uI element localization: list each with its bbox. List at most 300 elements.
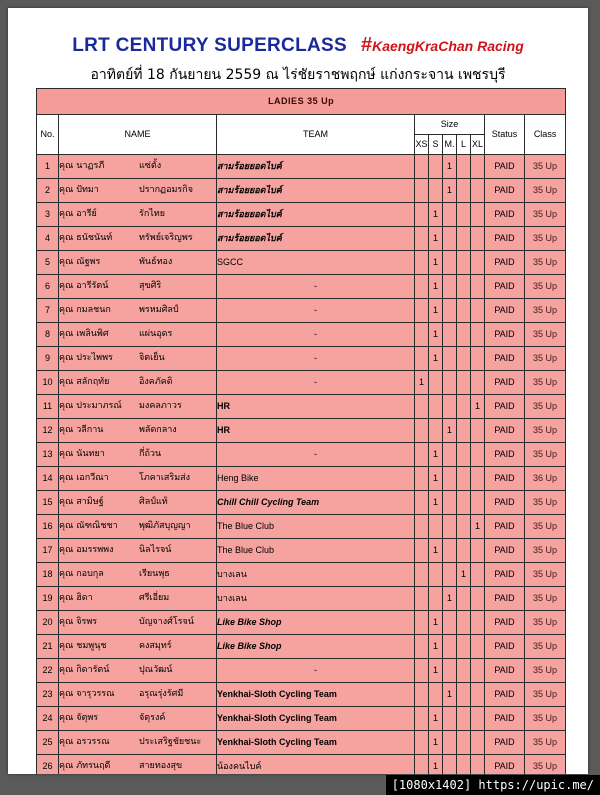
payment-status: PAID — [485, 491, 525, 515]
race-class: 35 Up — [525, 155, 566, 179]
size-xl-cell — [471, 587, 485, 611]
rider-team: น้องคนไบค์ — [217, 755, 415, 775]
race-class: 35 Up — [525, 179, 566, 203]
race-class: 35 Up — [525, 347, 566, 371]
size-m-cell — [443, 755, 457, 775]
race-class: 35 Up — [525, 539, 566, 563]
rider-name — [59, 371, 217, 395]
table-row — [37, 299, 566, 323]
size-s-cell — [429, 419, 443, 443]
table-row — [37, 635, 566, 659]
size-l-cell — [457, 347, 471, 371]
table-row — [37, 419, 566, 443]
rider-last-name: บัญจางศ์โรจน์ — [139, 617, 194, 627]
payment-status: PAID — [485, 563, 525, 587]
size-xs-cell — [415, 587, 429, 611]
size-xs-cell — [415, 443, 429, 467]
rider-first-name: คุณ สามิษฐ์ — [59, 497, 104, 507]
hashtag-symbol: # — [360, 34, 373, 56]
rider-last-name: โภคาเสริมส่ง — [139, 473, 191, 483]
race-class: 35 Up — [525, 707, 566, 731]
rider-team: Chill Chill Cycling Team — [217, 491, 415, 515]
table-row — [37, 227, 566, 251]
size-xl-cell — [471, 347, 485, 371]
rider-team: บางเลน — [217, 563, 415, 587]
size-xl-cell — [471, 491, 485, 515]
size-l-cell — [457, 731, 471, 755]
race-class: 35 Up — [525, 611, 566, 635]
payment-status: PAID — [485, 323, 525, 347]
row-number: 7 — [37, 299, 59, 323]
rider-last-name: ทรัพย์เจริญพร — [139, 233, 193, 243]
col-header-size-l: L — [457, 135, 471, 155]
rider-team: SGCC — [217, 251, 415, 275]
table-row — [37, 371, 566, 395]
rider-first-name: คุณ ชมพูนุช — [59, 641, 107, 651]
table-row — [37, 683, 566, 707]
size-l-cell — [457, 371, 471, 395]
col-header-size-m: M. — [443, 135, 457, 155]
row-number: 17 — [37, 539, 59, 563]
size-l-cell — [457, 467, 471, 491]
size-xl-cell — [471, 275, 485, 299]
size-xl-cell — [471, 443, 485, 467]
rider-last-name: เรียนพุธ — [139, 569, 170, 579]
size-m-cell — [443, 563, 457, 587]
rider-name — [59, 443, 217, 467]
rider-first-name: คุณ ประมาภรณ์ — [59, 401, 122, 411]
rider-name — [59, 755, 217, 775]
size-s-cell — [429, 371, 443, 395]
rider-first-name: คุณ จารุวรรณ — [59, 689, 115, 699]
size-xs-cell — [415, 659, 429, 683]
size-s-cell — [429, 563, 443, 587]
table-row — [37, 587, 566, 611]
table-row — [37, 611, 566, 635]
rider-first-name: คุณ ภัทรนฤดี — [59, 761, 111, 771]
rider-last-name: สุขศิริ — [139, 281, 162, 291]
size-m-cell: 1 — [443, 587, 457, 611]
payment-status: PAID — [485, 587, 525, 611]
rider-name — [59, 323, 217, 347]
rider-last-name: พลัดกลาง — [139, 425, 177, 435]
hashtag-text: KaengKraChan Racing — [372, 38, 524, 54]
size-xs-cell — [415, 275, 429, 299]
row-number: 11 — [37, 395, 59, 419]
size-xl-cell — [471, 635, 485, 659]
rider-last-name: อิงคภัคดิ — [139, 377, 173, 387]
rider-first-name: คุณ เพลินพิศ — [59, 329, 109, 339]
size-l-cell — [457, 443, 471, 467]
table-row — [37, 443, 566, 467]
rider-first-name: คุณ วลีกาน — [59, 425, 104, 435]
size-m-cell — [443, 251, 457, 275]
rider-last-name: พรหมศิลป์ — [139, 305, 179, 315]
table-row — [37, 395, 566, 419]
size-m-cell: 1 — [443, 419, 457, 443]
col-header-size-xl: XL — [471, 135, 485, 155]
rider-team: สามร้อยยอดไบค์ — [217, 179, 415, 203]
image-size-watermark: [1080x1402] https://upic.me/ — [386, 775, 600, 795]
size-xl-cell — [471, 299, 485, 323]
payment-status: PAID — [485, 755, 525, 775]
race-class: 35 Up — [525, 251, 566, 275]
size-s-cell: 1 — [429, 755, 443, 775]
rider-name — [59, 539, 217, 563]
payment-status: PAID — [485, 275, 525, 299]
payment-status: PAID — [485, 683, 525, 707]
rider-last-name: จัตุรงค์ — [139, 713, 166, 723]
size-l-cell — [457, 491, 471, 515]
size-xs-cell — [415, 251, 429, 275]
size-s-cell: 1 — [429, 443, 443, 467]
size-l-cell — [457, 707, 471, 731]
rider-team: - — [217, 371, 415, 395]
rider-name — [59, 515, 217, 539]
size-s-cell: 1 — [429, 251, 443, 275]
race-class: 35 Up — [525, 635, 566, 659]
rider-last-name: ประเสริฐชัยชนะ — [139, 737, 202, 747]
size-m-cell — [443, 731, 457, 755]
rider-last-name: รักไทย — [139, 209, 166, 219]
size-m-cell — [443, 635, 457, 659]
size-xl-cell: 1 — [471, 395, 485, 419]
size-l-cell — [457, 587, 471, 611]
rider-first-name: คุณ อารีรัตน์ — [59, 281, 109, 291]
size-l-cell — [457, 419, 471, 443]
size-l-cell — [457, 755, 471, 775]
size-xl-cell — [471, 227, 485, 251]
rider-first-name: คุณ ณัฐพร — [59, 257, 101, 267]
size-xl-cell — [471, 731, 485, 755]
size-xs-cell — [415, 563, 429, 587]
rider-name — [59, 467, 217, 491]
row-number: 6 — [37, 275, 59, 299]
rider-name — [59, 419, 217, 443]
rider-name — [59, 347, 217, 371]
size-xl-cell — [471, 251, 485, 275]
race-class: 35 Up — [525, 299, 566, 323]
rider-team: - — [217, 323, 415, 347]
size-xs-cell — [415, 227, 429, 251]
size-xl-cell — [471, 371, 485, 395]
size-m-cell: 1 — [443, 179, 457, 203]
table-row — [37, 251, 566, 275]
rider-last-name: คงสมุทร์ — [139, 641, 172, 651]
race-class: 35 Up — [525, 203, 566, 227]
rider-first-name: คุณ กิดารัตน์ — [59, 665, 110, 675]
payment-status: PAID — [485, 467, 525, 491]
row-number: 19 — [37, 587, 59, 611]
row-number: 21 — [37, 635, 59, 659]
rider-last-name: แซ่ตั้ง — [139, 161, 162, 171]
rider-last-name: จิตเย็น — [139, 353, 165, 363]
size-xl-cell — [471, 707, 485, 731]
size-m-cell — [443, 227, 457, 251]
row-number: 15 — [37, 491, 59, 515]
race-class: 35 Up — [525, 491, 566, 515]
payment-status: PAID — [485, 227, 525, 251]
size-l-cell — [457, 227, 471, 251]
payment-status: PAID — [485, 347, 525, 371]
row-number: 14 — [37, 467, 59, 491]
size-xs-cell — [415, 179, 429, 203]
rider-name — [59, 395, 217, 419]
rider-first-name: คุณ สลักฤทัย — [59, 377, 110, 387]
size-xl-cell — [471, 683, 485, 707]
table-row — [37, 755, 566, 775]
rider-team: Like Bike Shop — [217, 635, 415, 659]
size-l-cell — [457, 275, 471, 299]
size-m-cell — [443, 323, 457, 347]
rider-first-name: คุณ เอกวีณา — [59, 473, 109, 483]
table-row — [37, 323, 566, 347]
col-header-size: Size — [415, 115, 485, 135]
size-xl-cell — [471, 563, 485, 587]
size-s-cell: 1 — [429, 635, 443, 659]
row-number: 26 — [37, 755, 59, 775]
rider-name — [59, 563, 217, 587]
size-xs-cell — [415, 635, 429, 659]
size-xs-cell — [415, 323, 429, 347]
size-m-cell — [443, 491, 457, 515]
payment-status: PAID — [485, 515, 525, 539]
size-xs-cell — [415, 299, 429, 323]
rider-name — [59, 251, 217, 275]
size-xl-cell: 1 — [471, 515, 485, 539]
rider-first-name: คุณ นาฏรภี — [59, 161, 105, 171]
size-s-cell — [429, 683, 443, 707]
col-header-team: TEAM — [217, 115, 415, 155]
rider-last-name: มงคลภาวร — [139, 401, 182, 411]
rider-team: บางเลน — [217, 587, 415, 611]
size-xs-cell — [415, 347, 429, 371]
race-class: 35 Up — [525, 731, 566, 755]
race-class: 36 Up — [525, 467, 566, 491]
row-number: 12 — [37, 419, 59, 443]
rider-name — [59, 587, 217, 611]
rider-team: Yenkhai-Sloth Cycling Team — [217, 683, 415, 707]
table-row — [37, 707, 566, 731]
rider-name — [59, 227, 217, 251]
rider-last-name: สายทองสุข — [139, 761, 183, 771]
payment-status: PAID — [485, 443, 525, 467]
size-l-cell — [457, 179, 471, 203]
size-xs-cell: 1 — [415, 371, 429, 395]
rider-last-name: อรุณรุ่งรัศมี — [139, 689, 184, 699]
row-number: 13 — [37, 443, 59, 467]
registration-sheet — [8, 8, 588, 774]
size-l-cell — [457, 251, 471, 275]
rider-name — [59, 611, 217, 635]
race-class: 35 Up — [525, 587, 566, 611]
col-header-size-s: S — [429, 135, 443, 155]
size-xs-cell — [415, 683, 429, 707]
size-l-cell — [457, 659, 471, 683]
size-xl-cell — [471, 539, 485, 563]
rider-first-name: คุณ ปัทมา — [59, 185, 99, 195]
race-class: 35 Up — [525, 395, 566, 419]
row-number: 5 — [37, 251, 59, 275]
rider-first-name: คุณ จัตุพร — [59, 713, 99, 723]
rider-last-name: พันธ์ทอง — [139, 257, 173, 267]
table-row — [37, 179, 566, 203]
rider-last-name: ศิลป์แท้ — [139, 497, 168, 507]
size-xs-cell — [415, 755, 429, 775]
race-class: 35 Up — [525, 419, 566, 443]
row-number: 3 — [37, 203, 59, 227]
size-s-cell: 1 — [429, 707, 443, 731]
race-class: 35 Up — [525, 515, 566, 539]
rider-name — [59, 203, 217, 227]
row-number: 18 — [37, 563, 59, 587]
rider-last-name: ศรีเอี่ยม — [139, 593, 170, 603]
row-number: 23 — [37, 683, 59, 707]
size-s-cell: 1 — [429, 539, 443, 563]
race-class: 35 Up — [525, 275, 566, 299]
col-header-size-xs: XS — [415, 135, 429, 155]
size-xl-cell — [471, 179, 485, 203]
rider-last-name: นิลไรจน์ — [139, 545, 172, 555]
rider-team: สามร้อยยอดไบค์ — [217, 203, 415, 227]
col-header-status: Status — [485, 115, 525, 155]
rider-team: Yenkhai-Sloth Cycling Team — [217, 731, 415, 755]
size-s-cell: 1 — [429, 227, 443, 251]
size-xs-cell — [415, 515, 429, 539]
registration-table — [36, 88, 566, 774]
table-row — [37, 515, 566, 539]
rider-name — [59, 155, 217, 179]
table-row — [37, 203, 566, 227]
size-xl-cell — [471, 467, 485, 491]
size-xl-cell — [471, 659, 485, 683]
rider-first-name: คุณ ฮิดา — [59, 593, 93, 603]
rider-name — [59, 179, 217, 203]
size-xl-cell — [471, 203, 485, 227]
size-s-cell — [429, 155, 443, 179]
payment-status: PAID — [485, 539, 525, 563]
race-class: 35 Up — [525, 443, 566, 467]
size-s-cell: 1 — [429, 467, 443, 491]
rider-name — [59, 731, 217, 755]
rider-team: Like Bike Shop — [217, 611, 415, 635]
row-number: 4 — [37, 227, 59, 251]
row-number: 8 — [37, 323, 59, 347]
size-s-cell: 1 — [429, 731, 443, 755]
row-number: 2 — [37, 179, 59, 203]
size-xl-cell — [471, 155, 485, 179]
size-m-cell: 1 — [443, 155, 457, 179]
rider-name — [59, 635, 217, 659]
size-l-cell — [457, 515, 471, 539]
table-row — [37, 347, 566, 371]
rider-last-name: พุฒิภัสบุญญา — [139, 521, 191, 531]
row-number: 24 — [37, 707, 59, 731]
rider-team: สามร้อยยอดไบค์ — [217, 227, 415, 251]
rider-team: Heng Bike — [217, 467, 415, 491]
size-m-cell — [443, 659, 457, 683]
size-l-cell — [457, 635, 471, 659]
size-xs-cell — [415, 611, 429, 635]
table-row — [37, 659, 566, 683]
col-header-class: Class — [525, 115, 566, 155]
payment-status: PAID — [485, 179, 525, 203]
size-s-cell — [429, 515, 443, 539]
row-number: 10 — [37, 371, 59, 395]
rider-team: HR — [217, 395, 415, 419]
size-xs-cell — [415, 491, 429, 515]
rider-team: สามร้อยยอดไบค์ — [217, 155, 415, 179]
size-m-cell — [443, 203, 457, 227]
rider-last-name: กี่ถ้วน — [139, 449, 162, 459]
size-s-cell: 1 — [429, 347, 443, 371]
col-header-name: NAME — [59, 115, 217, 155]
rider-name — [59, 707, 217, 731]
size-m-cell — [443, 539, 457, 563]
size-xs-cell — [415, 707, 429, 731]
race-class: 35 Up — [525, 323, 566, 347]
size-xs-cell — [415, 155, 429, 179]
payment-status: PAID — [485, 299, 525, 323]
payment-status: PAID — [485, 659, 525, 683]
size-s-cell: 1 — [429, 611, 443, 635]
size-s-cell — [429, 587, 443, 611]
size-m-cell: 1 — [443, 683, 457, 707]
rider-name — [59, 299, 217, 323]
payment-status: PAID — [485, 731, 525, 755]
size-s-cell: 1 — [429, 491, 443, 515]
size-l-cell — [457, 299, 471, 323]
row-number: 25 — [37, 731, 59, 755]
size-l-cell — [457, 323, 471, 347]
size-l-cell — [457, 683, 471, 707]
table-row — [37, 731, 566, 755]
table-row — [37, 155, 566, 179]
payment-status: PAID — [485, 419, 525, 443]
table-row — [37, 539, 566, 563]
payment-status: PAID — [485, 707, 525, 731]
rider-first-name: คุณ อรวรรณ — [59, 737, 110, 747]
rider-team: - — [217, 299, 415, 323]
size-xl-cell — [471, 611, 485, 635]
rider-first-name: คุณ ธนัชนันท์ — [59, 233, 113, 243]
payment-status: PAID — [485, 635, 525, 659]
table-row — [37, 467, 566, 491]
size-m-cell — [443, 395, 457, 419]
rider-name — [59, 683, 217, 707]
size-xs-cell — [415, 395, 429, 419]
size-m-cell — [443, 347, 457, 371]
size-l-cell: 1 — [457, 563, 471, 587]
payment-status: PAID — [485, 251, 525, 275]
size-xs-cell — [415, 467, 429, 491]
rider-team: - — [217, 443, 415, 467]
rider-team: - — [217, 275, 415, 299]
rider-last-name: ปรากฏอมรกิจ — [139, 185, 193, 195]
table-row — [37, 275, 566, 299]
rider-last-name: แผ่นอุดร — [139, 329, 173, 339]
row-number: 20 — [37, 611, 59, 635]
size-xl-cell — [471, 323, 485, 347]
row-number: 1 — [37, 155, 59, 179]
table-body — [37, 155, 566, 775]
table-row — [37, 491, 566, 515]
size-l-cell — [457, 155, 471, 179]
rider-team: The Blue Club — [217, 515, 415, 539]
rider-team: - — [217, 347, 415, 371]
size-xl-cell — [471, 419, 485, 443]
rider-first-name: คุณ อมรรพพง — [59, 545, 114, 555]
